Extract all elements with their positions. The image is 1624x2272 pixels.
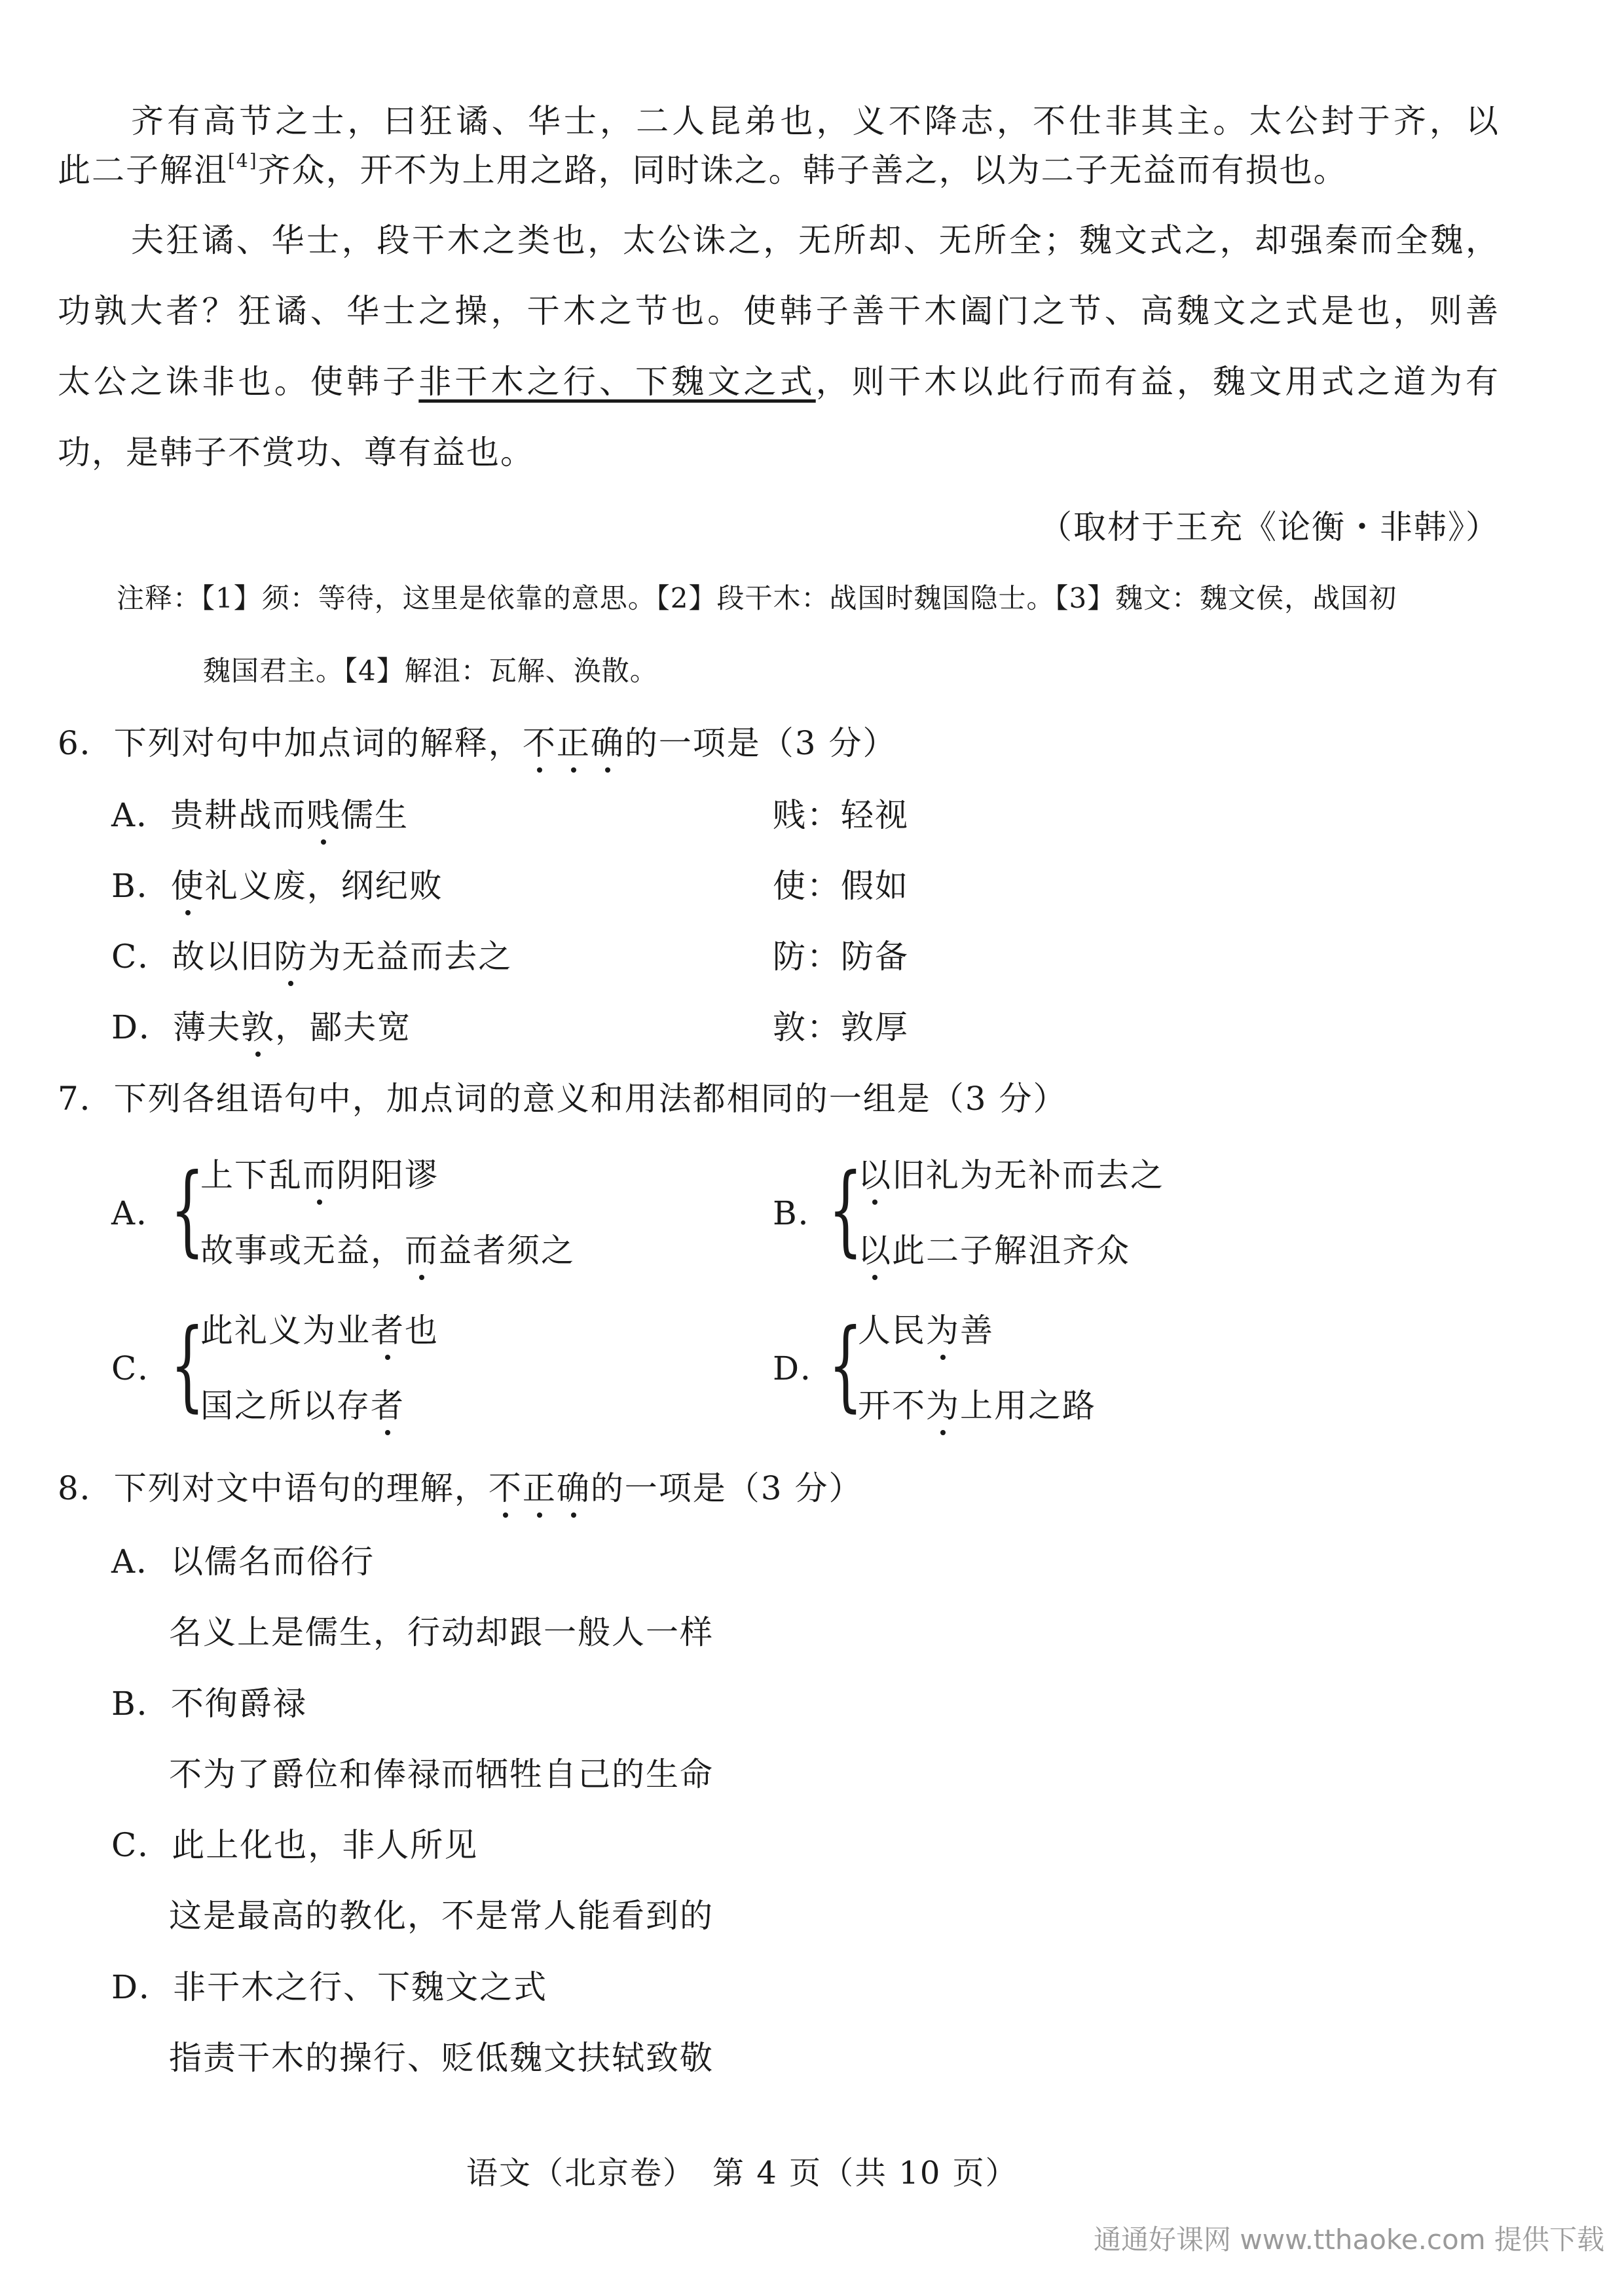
notes-line: 魏国君主。【4】解沮：瓦解、涣散。 xyxy=(203,655,658,687)
q7-option-b-line2: 以此二子解沮齐众 xyxy=(858,1228,1130,1273)
passage-line: 功孰大者？狂谲、华士之操，干木之节也。使韩子善干木阖门之节、高魏文之式是也，则善 xyxy=(58,292,1498,330)
q7-option-c-label[interactable]: C． xyxy=(111,1349,172,1387)
q7-option-d-label[interactable]: D． xyxy=(773,1349,835,1387)
q7-option-a-label[interactable]: A． xyxy=(111,1194,171,1232)
q6-option-c-explanation: 防：防备 xyxy=(773,938,909,976)
q6-option-d[interactable]: D．薄夫敦，鄙夫宽 xyxy=(111,1004,411,1050)
brace-icon: { xyxy=(170,1308,205,1422)
q8-option-a-meaning: 名义上是儒生，行动却跟一般人一样 xyxy=(169,1613,714,1651)
question-7-stem: 7．下列各组语句中，加点词的意义和用法都相同的一组是（3 分） xyxy=(58,1080,1067,1118)
question-8-stem: 8．下列对文中语句的理解，不正确的一项是（3 分） xyxy=(58,1465,863,1511)
passage-line: 太公之诛非也。使韩子非干木之行、下魏文之式，则干木以此行而有益，魏文用式之道为有 xyxy=(58,363,1498,401)
q8-option-d-meaning: 指责干木的操行、贬低魏文扶轼致敬 xyxy=(169,2039,714,2077)
passage-line: 夫狂谲、华士，段干木之类也，太公诛之，无所却、无所全；魏文式之，却强秦而全魏， xyxy=(131,221,1498,259)
q8-option-d[interactable]: D．非干木之行、下魏文之式 xyxy=(111,1968,548,2006)
passage-line: 此二子解沮[4]齐众，开不为上用之路，同时诛之。韩子善之，以为二子无益而有损也。 xyxy=(58,150,1348,189)
q8-option-c-meaning: 这是最高的教化，不是常人能看到的 xyxy=(169,1897,714,1935)
q7-option-c-line1: 此礼义为业者也 xyxy=(200,1308,439,1353)
passage-line: 齐有高节之士，曰狂谲、华士，二人昆弟也，义不降志，不仕非其主。太公封于齐，以 xyxy=(131,102,1498,140)
question-6-stem: 6．下列对句中加点词的解释，不正确的一项是（3 分） xyxy=(58,720,897,766)
q7-option-a-line2: 故事或无益，而益者须之 xyxy=(200,1228,575,1273)
q8-option-b[interactable]: B．不徇爵禄 xyxy=(111,1685,307,1723)
notes-line: 注释：【1】须：等待，这里是依靠的意思。【2】段干木：战国时魏国隐士。【3】魏文：魏文侯，战国初 xyxy=(117,582,1397,614)
brace-icon: { xyxy=(828,1308,863,1422)
q6-option-b-explanation: 使：假如 xyxy=(773,867,909,905)
q7-option-d-line2: 开不为上用之路 xyxy=(858,1383,1096,1429)
q7-option-c-line2: 国之所以存者 xyxy=(200,1383,405,1429)
underlined-phrase: 非干木之行、下魏文之式 xyxy=(418,363,816,401)
q7-option-b-label[interactable]: B． xyxy=(773,1194,832,1232)
brace-icon: { xyxy=(170,1153,205,1267)
q6-option-b[interactable]: B．使礼义废，纲纪败 xyxy=(111,863,443,909)
q8-option-c[interactable]: C．此上化也，非人所见 xyxy=(111,1826,479,1864)
q7-option-d-line1: 人民为善 xyxy=(858,1308,994,1353)
q8-option-b-meaning: 不为了爵位和俸禄而牺牲自己的生命 xyxy=(169,1755,714,1793)
q8-option-a[interactable]: A．以儒名而俗行 xyxy=(111,1543,375,1581)
q6-option-a[interactable]: A．贵耕战而贱儒生 xyxy=(111,792,409,838)
q6-option-c[interactable]: C．故以旧防为无益而去之 xyxy=(111,934,512,980)
q6-option-a-explanation: 贱：轻视 xyxy=(773,796,909,834)
q7-option-a-line1: 上下乱而阴阳谬 xyxy=(200,1152,439,1198)
source-citation: （取材于王充《论衡・非韩》） xyxy=(1039,508,1500,546)
q7-option-b-line1: 以旧礼为无补而去之 xyxy=(858,1152,1164,1198)
footnote-ref: [4] xyxy=(228,150,258,172)
watermark: 通通好课网 www.tthaoke.com 提供下载 xyxy=(1094,2224,1604,2256)
passage-line: 功，是韩子不赏功、尊有益也。 xyxy=(58,433,534,471)
page-footer: 语文（北京卷） 第 4 页（共 10 页） xyxy=(466,2155,1018,2191)
brace-icon: { xyxy=(828,1153,863,1267)
q6-option-d-explanation: 敦：敦厚 xyxy=(773,1008,909,1046)
